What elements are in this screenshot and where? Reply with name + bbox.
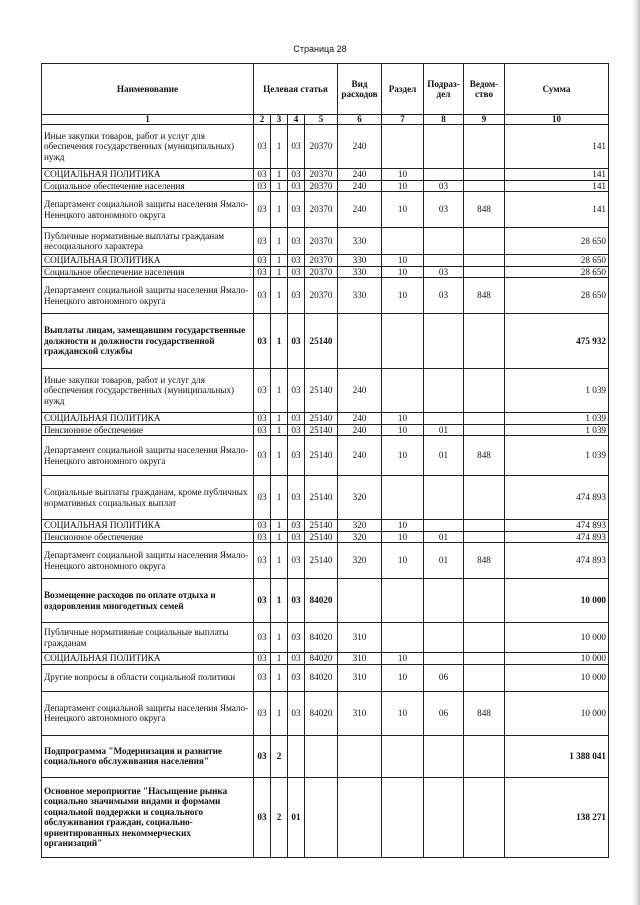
cell-target-activity: 03 xyxy=(288,228,305,255)
cell-name: Основное мероприятие "Насыщение рынка социально значимыми видами и формами социальной поддержки и социального обслуживания граждан, социально-ориентированных некоммерческих организаций" xyxy=(42,777,254,857)
cell-target-direction: 25140 xyxy=(305,436,338,476)
cell-name: Выплаты лицам, замещавшим государственные должности и должности государственной гражданской службы xyxy=(42,314,254,369)
cell-subsection xyxy=(424,314,464,369)
cell-target-program: 03 xyxy=(254,436,271,476)
cell-target-program: 03 xyxy=(254,413,271,425)
scan-edge xyxy=(632,0,640,905)
cell-target-subprogram: 1 xyxy=(271,520,288,532)
cell-target-program: 03 xyxy=(254,314,271,369)
cell-target-subprogram: 1 xyxy=(271,579,288,623)
cell-section: 10 xyxy=(382,278,424,314)
cell-name: СОЦИАЛЬНАЯ ПОЛИТИКА xyxy=(42,169,254,181)
cell-section xyxy=(382,735,424,777)
cell-name: Социальные выплаты гражданам, кроме публичных нормативных социальных выплат xyxy=(42,476,254,520)
cell-target-program: 03 xyxy=(254,424,271,436)
table-row xyxy=(42,476,609,520)
column-number-row xyxy=(42,115,609,125)
table-row xyxy=(42,777,609,857)
cell-target-direction: 25140 xyxy=(305,531,338,543)
cell-section xyxy=(382,476,424,520)
cell-department xyxy=(464,476,505,520)
cell-target-subprogram: 1 xyxy=(271,192,288,228)
table-row xyxy=(42,314,609,369)
cell-name: СОЦИАЛЬНАЯ ПОЛИТИКА xyxy=(42,413,254,425)
cell-target-program: 03 xyxy=(254,777,271,857)
cell-name: Иные закупки товаров, работ и услуг для обеспечения государственных (муниципальных) нужд xyxy=(42,369,254,413)
cell-target-program: 03 xyxy=(254,266,271,278)
cell-name: Пенсионное обеспечение xyxy=(42,531,254,543)
cell-section xyxy=(382,777,424,857)
table-row xyxy=(42,623,609,653)
cell-target-direction: 25140 xyxy=(305,314,338,369)
cell-name: Подпрограмма "Модернизация и развитие социального обслуживания населения" xyxy=(42,735,254,777)
cell-target-subprogram: 1 xyxy=(271,664,288,691)
cell-target-activity: 03 xyxy=(288,476,305,520)
cell-department xyxy=(464,180,505,192)
cell-target-activity: 03 xyxy=(288,543,305,579)
cell-target-direction: 20370 xyxy=(305,180,338,192)
header-expense-type: Вид расходов xyxy=(338,64,382,115)
cell-subsection: 06 xyxy=(424,664,464,691)
cell-target-direction: 20370 xyxy=(305,125,338,169)
cell-target-program: 03 xyxy=(254,520,271,532)
cell-target-direction: 25140 xyxy=(305,369,338,413)
cell-name: Департамент социальной защиты населения Ямало-Ненецкого автономного округа xyxy=(42,436,254,476)
cell-target-activity: 01 xyxy=(288,777,305,857)
cell-name: Департамент социальной защиты населения Ямало-Ненецкого автономного округа xyxy=(42,192,254,228)
table-row xyxy=(42,169,609,181)
budget-table xyxy=(41,63,609,858)
cell-expense-type: 330 xyxy=(338,266,382,278)
cell-department xyxy=(464,125,505,169)
cell-name: Публичные нормативные выплаты гражданам несоциального характера xyxy=(42,228,254,255)
table-row xyxy=(42,664,609,691)
cell-target-program: 03 xyxy=(254,169,271,181)
cell-expense-type: 330 xyxy=(338,255,382,267)
cell-target-direction: 25140 xyxy=(305,520,338,532)
cell-department xyxy=(464,424,505,436)
cell-expense-type: 310 xyxy=(338,664,382,691)
cell-target-subprogram: 2 xyxy=(271,777,288,857)
cell-subsection xyxy=(424,579,464,623)
cell-name: СОЦИАЛЬНАЯ ПОЛИТИКА xyxy=(42,520,254,532)
cell-subsection: 01 xyxy=(424,424,464,436)
cell-name: Публичные нормативные социальные выплаты гражданам xyxy=(42,623,254,653)
cell-name: Департамент социальной защиты населения Ямало-Ненецкого автономного округа xyxy=(42,543,254,579)
cell-expense-type xyxy=(338,314,382,369)
table-row xyxy=(42,436,609,476)
cell-subsection: 01 xyxy=(424,436,464,476)
column-number: 6 xyxy=(338,115,382,125)
cell-sum: 475 932 xyxy=(505,314,609,369)
cell-target-subprogram: 1 xyxy=(271,476,288,520)
cell-target-activity: 03 xyxy=(288,169,305,181)
table-body xyxy=(42,125,609,858)
cell-target-program: 03 xyxy=(254,192,271,228)
cell-department xyxy=(464,531,505,543)
cell-target-direction: 20370 xyxy=(305,255,338,267)
cell-target-activity xyxy=(288,735,305,777)
cell-department xyxy=(464,369,505,413)
cell-section: 10 xyxy=(382,543,424,579)
cell-department: 848 xyxy=(464,278,505,314)
cell-section xyxy=(382,369,424,413)
table-row xyxy=(42,278,609,314)
cell-name: Пенсионное обеспечение xyxy=(42,424,254,436)
cell-target-direction: 25140 xyxy=(305,424,338,436)
cell-sum: 10 000 xyxy=(505,579,609,623)
cell-department: 848 xyxy=(464,691,505,735)
column-number: 5 xyxy=(305,115,338,125)
table-row xyxy=(42,192,609,228)
cell-subsection: 03 xyxy=(424,266,464,278)
cell-sum: 28 650 xyxy=(505,278,609,314)
cell-target-direction: 20370 xyxy=(305,192,338,228)
cell-department xyxy=(464,314,505,369)
header-sum: Сумма xyxy=(505,64,609,115)
cell-target-direction: 20370 xyxy=(305,278,338,314)
table-row xyxy=(42,579,609,623)
cell-sum: 1 039 xyxy=(505,424,609,436)
cell-target-direction: 84020 xyxy=(305,664,338,691)
cell-sum: 1 039 xyxy=(505,413,609,425)
cell-target-subprogram: 1 xyxy=(271,369,288,413)
cell-section: 10 xyxy=(382,266,424,278)
column-number: 1 xyxy=(42,115,254,125)
cell-target-activity: 03 xyxy=(288,579,305,623)
cell-target-activity: 03 xyxy=(288,125,305,169)
cell-target-direction: 20370 xyxy=(305,228,338,255)
cell-target-direction xyxy=(305,777,338,857)
cell-department xyxy=(464,255,505,267)
cell-target-activity: 03 xyxy=(288,278,305,314)
cell-section: 10 xyxy=(382,664,424,691)
cell-target-program: 03 xyxy=(254,531,271,543)
cell-sum: 10 000 xyxy=(505,691,609,735)
cell-target-subprogram: 1 xyxy=(271,180,288,192)
cell-target-activity: 03 xyxy=(288,623,305,653)
cell-section xyxy=(382,579,424,623)
table-row xyxy=(42,543,609,579)
cell-sum: 10 000 xyxy=(505,653,609,665)
cell-section: 10 xyxy=(382,180,424,192)
table-row xyxy=(42,520,609,532)
cell-section: 10 xyxy=(382,520,424,532)
cell-name: Возмещение расходов по оплате отдыха и оздоровления многодетных семей xyxy=(42,579,254,623)
column-number: 2 xyxy=(254,115,271,125)
table-row xyxy=(42,369,609,413)
cell-section: 10 xyxy=(382,169,424,181)
cell-target-direction: 84020 xyxy=(305,691,338,735)
cell-target-subprogram: 1 xyxy=(271,413,288,425)
cell-target-subprogram: 1 xyxy=(271,436,288,476)
cell-department xyxy=(464,664,505,691)
column-number: 7 xyxy=(382,115,424,125)
cell-department xyxy=(464,520,505,532)
cell-expense-type: 310 xyxy=(338,623,382,653)
cell-target-activity: 03 xyxy=(288,436,305,476)
table-header-row xyxy=(42,64,609,115)
cell-subsection xyxy=(424,476,464,520)
cell-section: 10 xyxy=(382,192,424,228)
cell-department: 848 xyxy=(464,192,505,228)
cell-department: 848 xyxy=(464,543,505,579)
cell-sum: 28 650 xyxy=(505,266,609,278)
column-number: 9 xyxy=(464,115,505,125)
cell-target-activity: 03 xyxy=(288,520,305,532)
cell-target-activity: 03 xyxy=(288,369,305,413)
cell-target-program: 03 xyxy=(254,125,271,169)
cell-target-subprogram: 1 xyxy=(271,125,288,169)
cell-expense-type: 320 xyxy=(338,476,382,520)
cell-sum: 474 893 xyxy=(505,543,609,579)
cell-subsection xyxy=(424,255,464,267)
cell-subsection xyxy=(424,228,464,255)
cell-section: 10 xyxy=(382,531,424,543)
cell-subsection: 06 xyxy=(424,691,464,735)
cell-target-program: 03 xyxy=(254,255,271,267)
cell-subsection xyxy=(424,735,464,777)
cell-target-subprogram: 1 xyxy=(271,691,288,735)
header-section: Раздел xyxy=(382,64,424,115)
cell-target-activity: 03 xyxy=(288,424,305,436)
cell-expense-type: 320 xyxy=(338,520,382,532)
cell-section: 10 xyxy=(382,436,424,476)
cell-sum: 28 650 xyxy=(505,228,609,255)
cell-section xyxy=(382,314,424,369)
cell-section: 10 xyxy=(382,691,424,735)
cell-sum: 1 039 xyxy=(505,369,609,413)
cell-target-subprogram: 1 xyxy=(271,623,288,653)
cell-expense-type: 330 xyxy=(338,278,382,314)
cell-target-subprogram: 1 xyxy=(271,255,288,267)
cell-sum: 1 388 041 xyxy=(505,735,609,777)
table-row xyxy=(42,735,609,777)
cell-subsection: 03 xyxy=(424,278,464,314)
cell-sum: 141 xyxy=(505,125,609,169)
cell-target-subprogram: 1 xyxy=(271,314,288,369)
cell-target-activity: 03 xyxy=(288,413,305,425)
cell-target-activity: 03 xyxy=(288,255,305,267)
cell-expense-type: 240 xyxy=(338,424,382,436)
cell-subsection xyxy=(424,413,464,425)
table-row xyxy=(42,180,609,192)
cell-target-subprogram: 1 xyxy=(271,531,288,543)
cell-target-program: 03 xyxy=(254,369,271,413)
cell-sum: 141 xyxy=(505,192,609,228)
cell-target-subprogram: 1 xyxy=(271,169,288,181)
cell-sum: 141 xyxy=(505,180,609,192)
cell-name: СОЦИАЛЬНАЯ ПОЛИТИКА xyxy=(42,255,254,267)
cell-subsection: 03 xyxy=(424,180,464,192)
cell-target-direction: 25140 xyxy=(305,413,338,425)
cell-target-program: 03 xyxy=(254,579,271,623)
cell-target-direction xyxy=(305,735,338,777)
cell-name: Департамент социальной защиты населения Ямало-Ненецкого автономного округа xyxy=(42,278,254,314)
table-row xyxy=(42,653,609,665)
cell-target-direction: 20370 xyxy=(305,169,338,181)
table-row xyxy=(42,255,609,267)
cell-target-program: 03 xyxy=(254,180,271,192)
cell-target-program: 03 xyxy=(254,691,271,735)
cell-target-subprogram: 2 xyxy=(271,735,288,777)
cell-sum: 28 650 xyxy=(505,255,609,267)
cell-department xyxy=(464,777,505,857)
cell-section: 10 xyxy=(382,413,424,425)
cell-target-subprogram: 1 xyxy=(271,278,288,314)
cell-name: СОЦИАЛЬНАЯ ПОЛИТИКА xyxy=(42,653,254,665)
table-row xyxy=(42,413,609,425)
cell-department xyxy=(464,413,505,425)
cell-section: 10 xyxy=(382,424,424,436)
cell-target-activity: 03 xyxy=(288,266,305,278)
cell-target-program: 03 xyxy=(254,623,271,653)
header-subsection: Подраз-дел xyxy=(424,64,464,115)
cell-target-direction: 25140 xyxy=(305,543,338,579)
header-department: Ведом-ство xyxy=(464,64,505,115)
cell-target-activity: 03 xyxy=(288,180,305,192)
page-number: Страница 28 xyxy=(293,44,347,54)
cell-target-subprogram: 1 xyxy=(271,653,288,665)
cell-target-direction: 25140 xyxy=(305,476,338,520)
cell-expense-type: 240 xyxy=(338,369,382,413)
cell-target-subprogram: 1 xyxy=(271,543,288,579)
cell-target-activity: 03 xyxy=(288,531,305,543)
cell-department xyxy=(464,623,505,653)
cell-expense-type: 310 xyxy=(338,653,382,665)
cell-sum: 474 893 xyxy=(505,520,609,532)
cell-sum: 1 039 xyxy=(505,436,609,476)
cell-target-program: 03 xyxy=(254,278,271,314)
cell-sum: 474 893 xyxy=(505,531,609,543)
cell-subsection: 01 xyxy=(424,543,464,579)
cell-expense-type: 240 xyxy=(338,180,382,192)
cell-subsection xyxy=(424,125,464,169)
cell-section xyxy=(382,623,424,653)
cell-target-program: 03 xyxy=(254,476,271,520)
cell-target-subprogram: 1 xyxy=(271,424,288,436)
cell-target-direction: 84020 xyxy=(305,579,338,623)
table-row xyxy=(42,228,609,255)
cell-expense-type: 330 xyxy=(338,228,382,255)
cell-section: 10 xyxy=(382,255,424,267)
cell-expense-type: 320 xyxy=(338,543,382,579)
cell-expense-type xyxy=(338,579,382,623)
cell-expense-type: 240 xyxy=(338,125,382,169)
cell-department: 848 xyxy=(464,436,505,476)
header-name: Наименование xyxy=(42,64,254,115)
table-row xyxy=(42,424,609,436)
column-number: 8 xyxy=(424,115,464,125)
cell-expense-type: 240 xyxy=(338,413,382,425)
cell-sum: 141 xyxy=(505,169,609,181)
cell-sum: 474 893 xyxy=(505,476,609,520)
cell-target-activity: 03 xyxy=(288,691,305,735)
cell-target-activity: 03 xyxy=(288,192,305,228)
cell-target-activity: 03 xyxy=(288,653,305,665)
cell-target-direction: 20370 xyxy=(305,266,338,278)
cell-target-program: 03 xyxy=(254,543,271,579)
cell-section: 10 xyxy=(382,653,424,665)
cell-expense-type: 240 xyxy=(338,436,382,476)
table-row xyxy=(42,691,609,735)
cell-department xyxy=(464,228,505,255)
cell-subsection xyxy=(424,169,464,181)
cell-department xyxy=(464,579,505,623)
cell-expense-type: 310 xyxy=(338,691,382,735)
cell-target-subprogram: 1 xyxy=(271,228,288,255)
cell-name: Социальное обеспечение населения xyxy=(42,180,254,192)
cell-subsection xyxy=(424,369,464,413)
column-number: 10 xyxy=(505,115,609,125)
column-number: 4 xyxy=(288,115,305,125)
cell-subsection xyxy=(424,777,464,857)
cell-subsection xyxy=(424,520,464,532)
cell-subsection xyxy=(424,653,464,665)
header-target-article: Целевая статья xyxy=(254,64,338,115)
table-row xyxy=(42,531,609,543)
cell-target-activity: 03 xyxy=(288,314,305,369)
cell-department xyxy=(464,266,505,278)
cell-sum: 10 000 xyxy=(505,664,609,691)
cell-department xyxy=(464,169,505,181)
cell-name: Другие вопросы в области социальной политики xyxy=(42,664,254,691)
cell-expense-type xyxy=(338,777,382,857)
cell-section xyxy=(382,125,424,169)
cell-target-program: 03 xyxy=(254,653,271,665)
cell-section xyxy=(382,228,424,255)
cell-name: Департамент социальной защиты населения Ямало-Ненецкого автономного округа xyxy=(42,691,254,735)
table-row xyxy=(42,125,609,169)
cell-target-activity: 03 xyxy=(288,664,305,691)
column-number: 3 xyxy=(271,115,288,125)
cell-name: Иные закупки товаров, работ и услуг для обеспечения государственных (муниципальных) нужд xyxy=(42,125,254,169)
cell-target-direction: 84020 xyxy=(305,653,338,665)
cell-sum: 10 000 xyxy=(505,623,609,653)
cell-expense-type: 240 xyxy=(338,192,382,228)
cell-department xyxy=(464,653,505,665)
cell-expense-type xyxy=(338,735,382,777)
cell-department xyxy=(464,735,505,777)
cell-name: Социальное обеспечение населения xyxy=(42,266,254,278)
cell-target-subprogram: 1 xyxy=(271,266,288,278)
cell-expense-type: 320 xyxy=(338,531,382,543)
cell-target-program: 03 xyxy=(254,735,271,777)
cell-target-program: 03 xyxy=(254,228,271,255)
cell-subsection: 01 xyxy=(424,531,464,543)
cell-subsection xyxy=(424,623,464,653)
table-row xyxy=(42,266,609,278)
cell-sum: 138 271 xyxy=(505,777,609,857)
cell-target-direction: 84020 xyxy=(305,623,338,653)
cell-expense-type: 240 xyxy=(338,169,382,181)
cell-target-program: 03 xyxy=(254,664,271,691)
cell-subsection: 03 xyxy=(424,192,464,228)
